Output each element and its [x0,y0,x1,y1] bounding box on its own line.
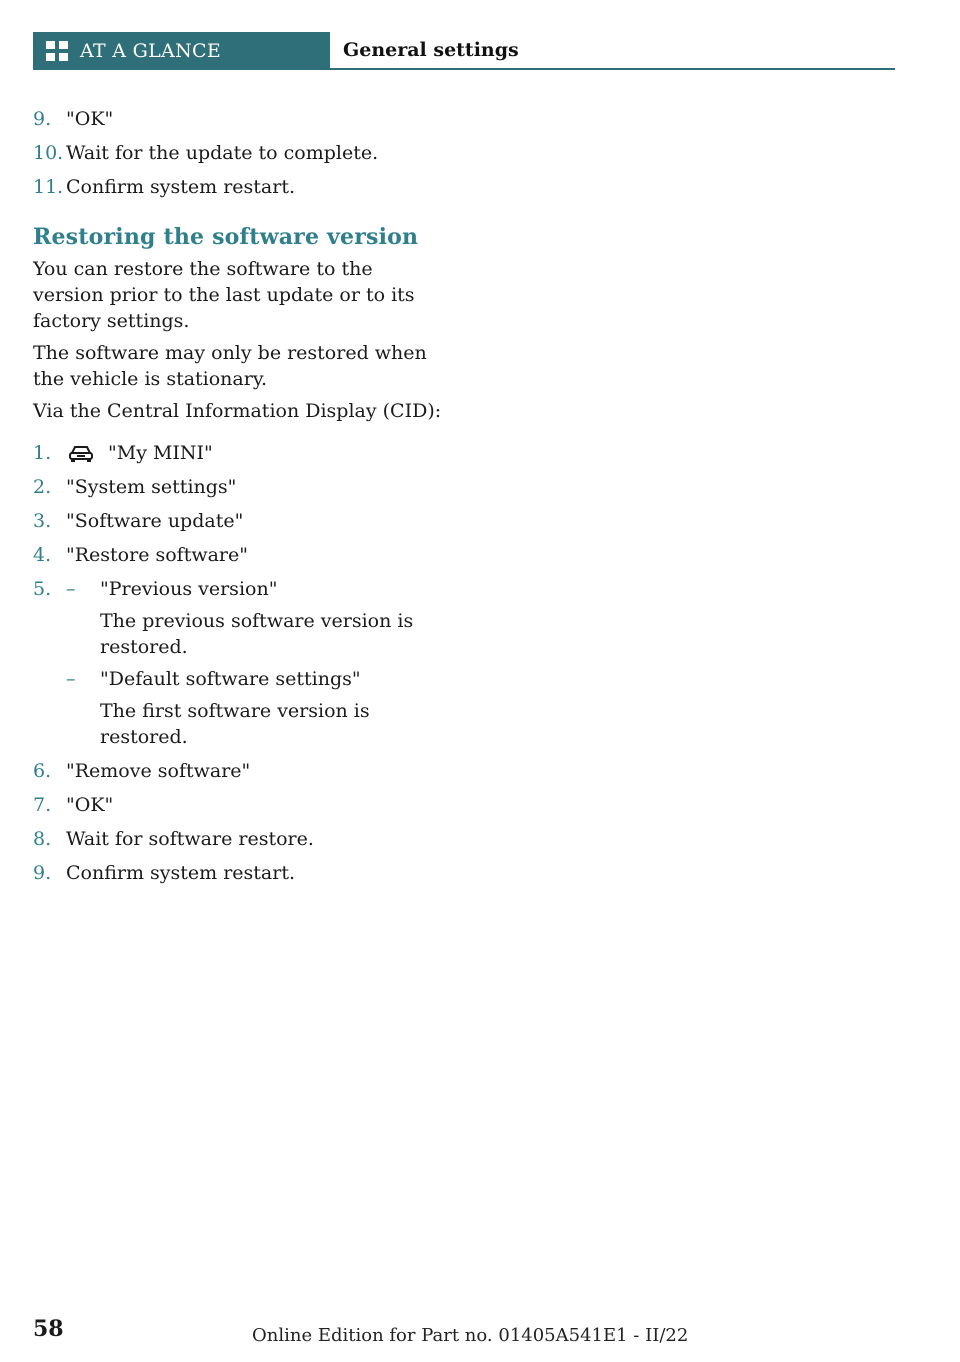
option-description: The first software version is restored. [100,700,370,748]
step-number: 7. [33,794,52,816]
step-text: "My MINI" [108,442,213,464]
list-item [33,542,443,568]
section-band [33,32,330,70]
step-text: "System settings" [66,476,237,498]
step-number: 4. [33,544,52,566]
step-number: 1. [33,442,52,464]
step-number: 5. [33,578,52,600]
header-divider [330,68,895,70]
list-item [33,106,443,132]
step-text: "OK" [66,108,114,130]
step-number: 11. [33,176,64,198]
list-item [33,792,443,818]
option-item [66,576,443,660]
step-number: 8. [33,828,52,850]
step-text: Wait for the update to complete. [66,142,379,164]
page-title: General settings [343,39,519,61]
step-text: "Restore software" [66,544,248,566]
list-item [33,860,443,886]
section-label: AT A GLANCE [80,40,222,62]
list-item [33,440,443,466]
step-text: Wait for software restore. [66,828,314,850]
step-text: Confirm system restart. [66,862,295,884]
option-item [66,666,443,750]
paragraph: Via the Central Information Display (CID): [33,400,442,422]
list-item [33,140,443,166]
update-steps-list [33,106,443,200]
list-item [33,758,443,784]
option-description: The previous software version is restored. [100,610,414,658]
step-text: Confirm system restart. [66,176,295,198]
grid-icon [46,41,70,61]
list-item [33,474,443,500]
list-item [33,576,443,750]
option-label: "Previous version" [100,578,278,600]
restore-steps-list [33,440,443,886]
dash-bullet: – [66,668,76,690]
page-header [33,32,895,70]
step-number: 9. [33,108,52,130]
section-heading: Restoring the software version [33,224,419,250]
step-text: "Remove software" [66,760,251,782]
step-number: 10. [33,142,64,164]
dash-bullet: – [66,578,76,600]
list-item [33,508,443,534]
car-icon [68,444,94,462]
main-content [33,106,443,894]
step-number: 6. [33,760,52,782]
step-number: 3. [33,510,52,532]
option-list [66,576,443,750]
list-item [33,826,443,852]
page-number: 58 [33,1316,64,1342]
edition-footer: Online Edition for Part no. 01405A541E1 - II/22 [252,1325,689,1346]
step-number: 9. [33,862,52,884]
step-text: "OK" [66,794,114,816]
step-number: 2. [33,476,52,498]
paragraph: The software may only be restored when the vehicle is stationary. [33,342,427,390]
paragraph: You can restore the software to the version prior to the last update or to its factory settings. [33,258,415,332]
step-text: "Software update" [66,510,244,532]
option-label: "Default software settings" [100,668,361,690]
list-item [33,174,443,200]
